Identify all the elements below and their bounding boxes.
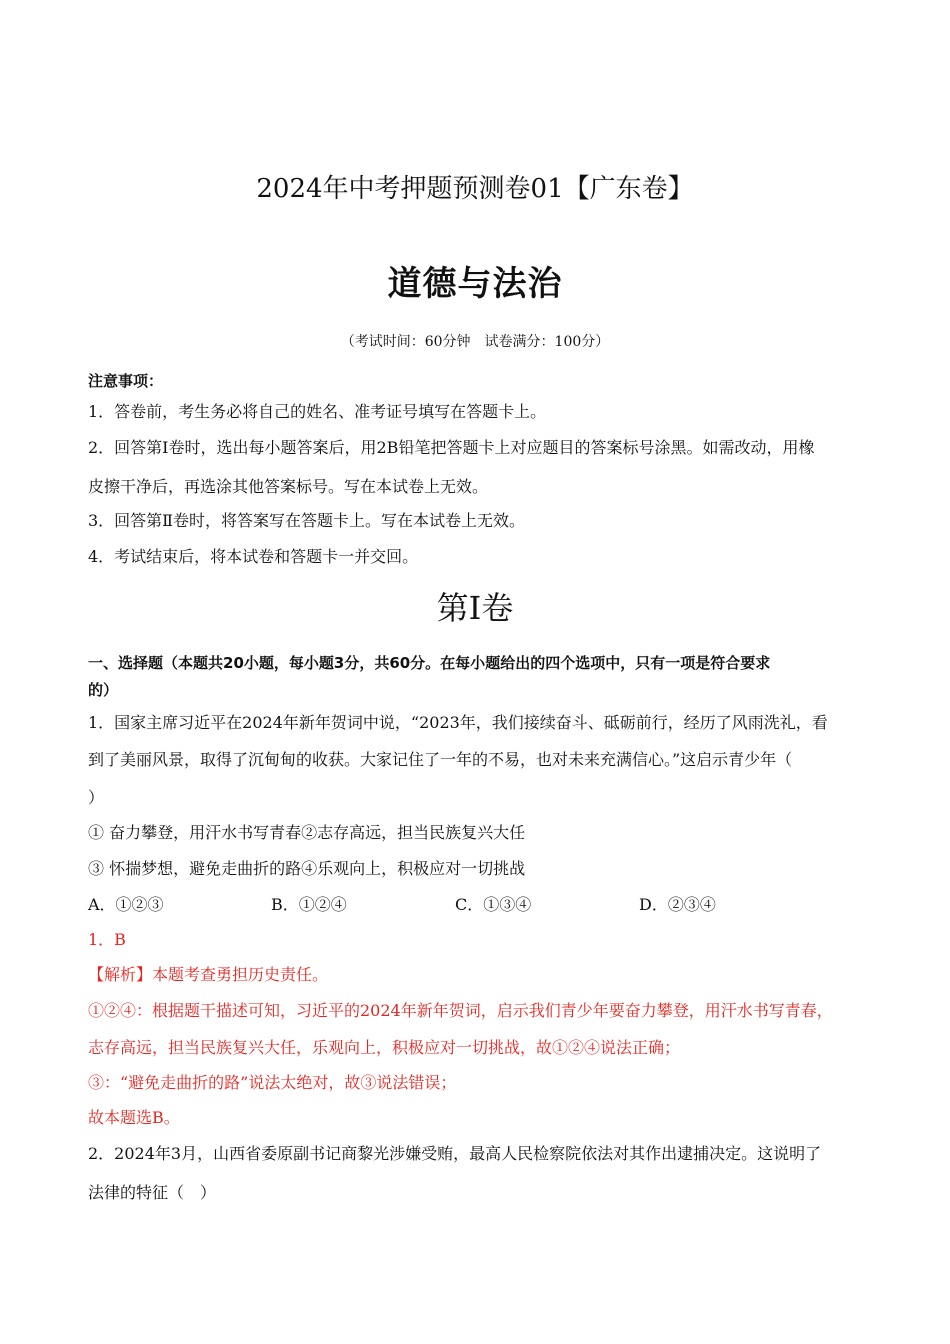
question-stem: 法律的特征（ ） [88,1183,217,1202]
question-stem: 2．2024年3月，山西省委原副书记商黎光涉嫌受贿，最高人民检察院依法对其作出逮捕决定。这说明了 [88,1144,822,1163]
note-item: 皮擦干净后，再选涂其他答案标号。写在本试卷上无效。 [88,477,489,496]
question-stem: 到了美丽风景，取得了沉甸甸的收获。大家记住了一年的不易，也对未来充满信心。”这启示青少年（ [88,750,793,769]
analysis-line: 【解析】本题考查勇担历史责任。 [88,965,329,984]
note-item: 2．回答第Ⅰ卷时，选出每小题答案后，用2B铅笔把答题卡上对应题目的答案标号涂黑。如需改动，用橡 [88,438,815,457]
option-b: B．①②④ [271,895,347,914]
answer-key: 1．B [88,930,126,949]
section-heading: 一、选择题（本题共20小题，每小题3分，共60分。在每小题给出的四个选项中，只有一项是符合要求 [88,654,771,672]
section-heading-cont: 的） [88,681,119,699]
exam-info: （考试时间：60分钟 试卷满分：100分） [340,334,610,350]
option-d: D．②③④ [639,895,716,914]
question-statement: ③ 怀揣梦想，避免走曲折的路④乐观向上，积极应对一切挑战 [88,859,526,878]
subject-title: 道德与法治 [387,264,563,304]
analysis-line: 志存高远，担当民族复兴大任，乐观向上，积极应对一切挑战，故①②④说法正确； [88,1038,681,1057]
exam-title: 2024年中考押题预测卷01【广东卷】 [256,174,694,204]
question-stem: ） [88,788,105,807]
option-a: A．①②③ [88,895,164,914]
analysis-line: ①②④：根据题干描述可知，习近平的2024年新年贺词，启示我们青少年要奋力攀登，用汗水书写青春， [88,1001,833,1020]
option-c: C．①③④ [455,895,532,914]
question-statement: ① 奋力攀登，用汗水书写青春②志存高远，担当民族复兴大任 [88,823,526,842]
note-item: 1．答卷前，考生务必将自己的姓名、准考证号填写在答题卡上。 [88,402,547,421]
analysis-line: 故本题选B。 [88,1108,180,1127]
note-item: 3．回答第Ⅱ卷时，将答案写在答题卡上。写在本试卷上无效。 [88,511,526,530]
question-stem: 1．国家主席习近平在2024年新年贺词中说，“2023年，我们接续奋斗、砥砺前行，经历了风雨洗礼，看 [88,713,828,732]
note-item: 4．考试结束后，将本试卷和答题卡一并交回。 [88,547,419,566]
analysis-line: ③：“避免走曲折的路”说法太绝对，故③说法错误； [88,1073,457,1092]
notes-heading: 注意事项： [88,372,164,390]
volume-title: 第Ⅰ卷 [436,589,514,627]
